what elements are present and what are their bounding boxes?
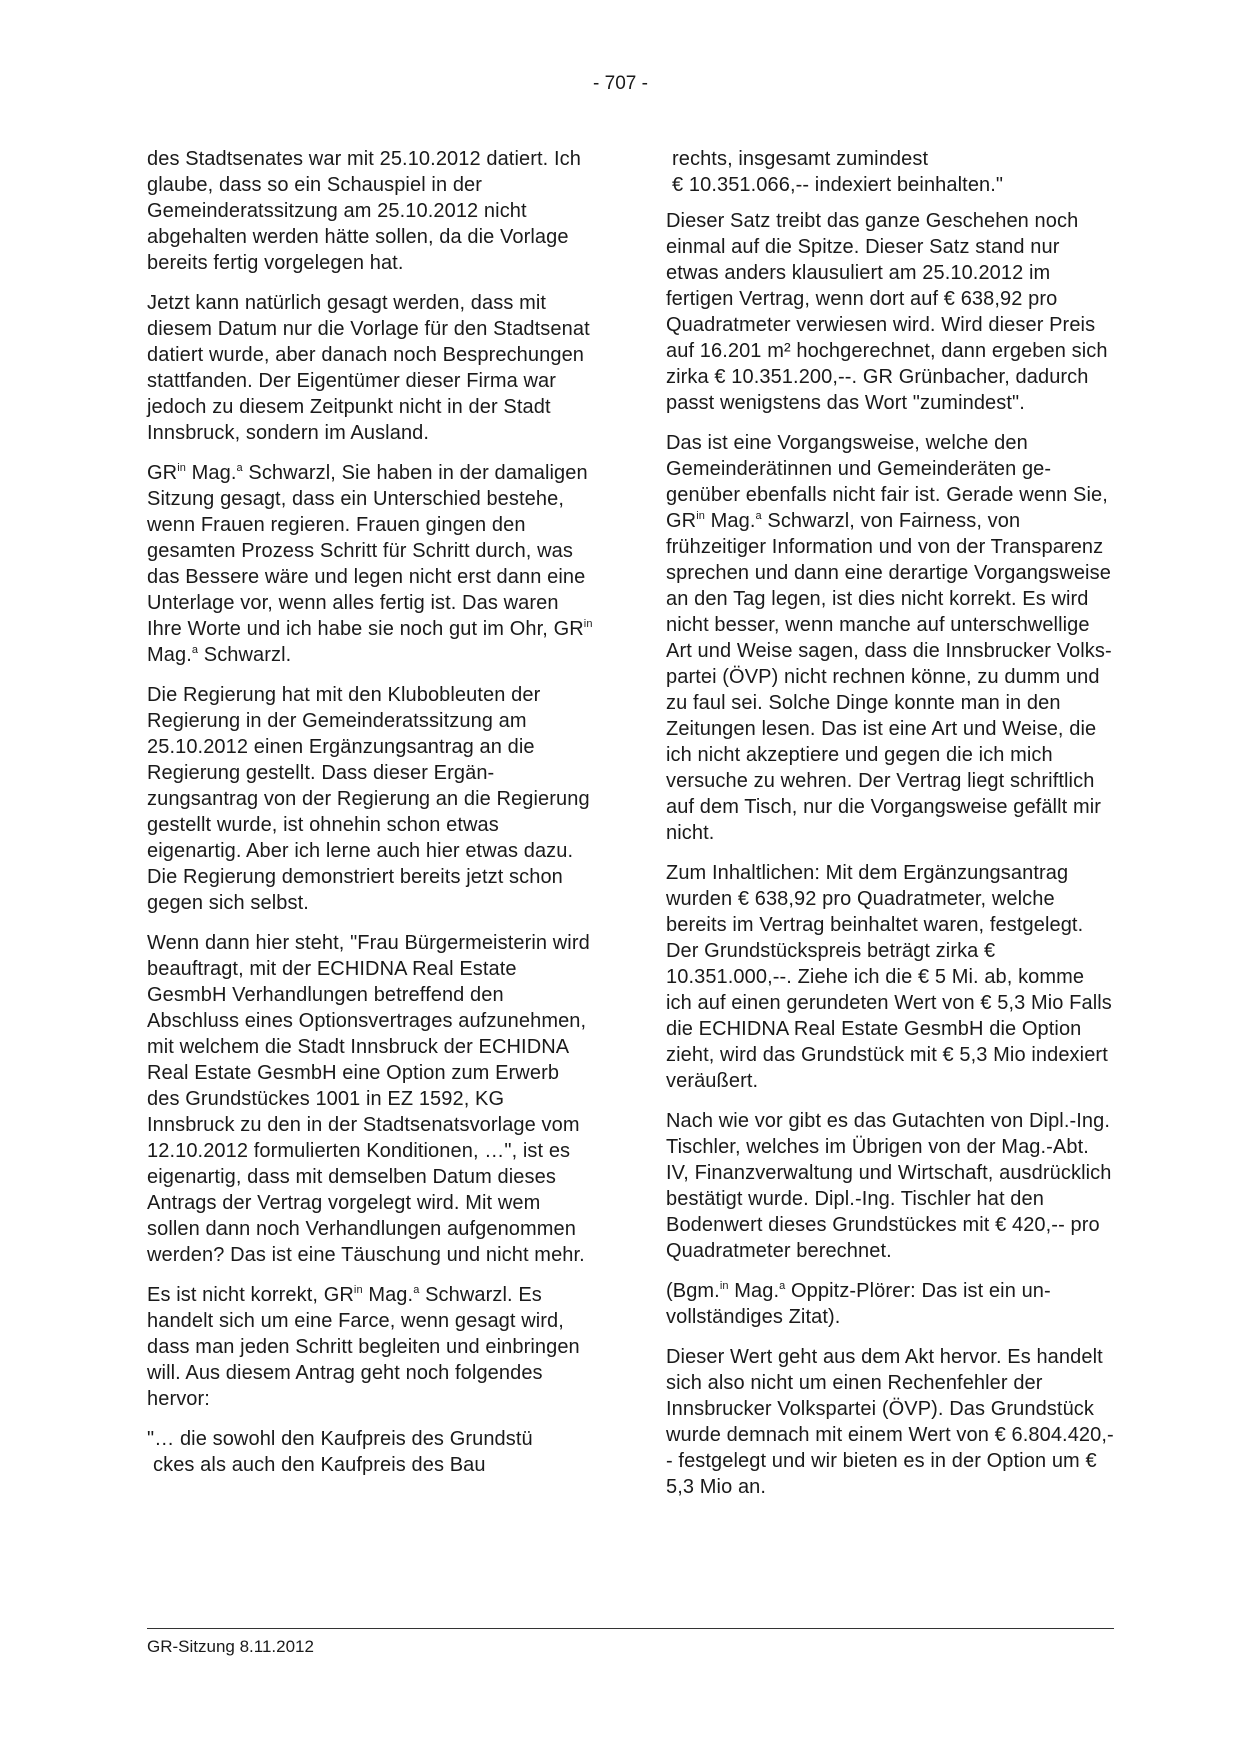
paragraph: Nach wie vor gibt es das Gutachten von Dipl.-Ing. Tischler, welches im Übrigen von der Mag.-Abt. IV, Finanzverwaltung und Wirtschaft, ausdrücklich bestätigt wurde. Dipl.-Ing. Tischler hat den Bodenwert dieses Grundstückes mit € 420,-- pro Quadratmeter berechnet.	[666, 1110, 1112, 1262]
paragraph: Es ist nicht korrekt, $GR^{in}$ Mag.$^a$ Schwarzl. Es handelt sich um eine Farce, wenn gesagt wird, dass man jeden Schritt begleiten und einbringen will. Aus diesem Antrag geht noch folgendes hervor:	[147, 1284, 580, 1410]
interjection: (Bgm.$^{in}$ Mag.$^a$ Oppitz-Plörer: Das ist ein unvollständiges Zitat).	[666, 1280, 1051, 1328]
quote-paragraph: "… die sowohl den Kaufpreis des Grundstü ckes als auch den Kaufpreis des Bau	[147, 1428, 533, 1476]
paragraph: $GR^{in}$ Mag.$^a$ Schwarzl, Sie haben in der damaligen Sitzung gesagt, dass ein Unterschied bestehe, wenn Frauen regieren. Frauen gingen den gesamten Prozess Schritt für Schritt durch, was das Bessere wäre und legen nicht erst dann eine Unterlage vor, wenn alles fertig ist. Das waren Ihre Worte und ich habe sie noch gut im Ohr, $GR^{in}$ Mag.$^a$ Schwarzl.	[147, 462, 593, 666]
page-number: - 707 -	[593, 73, 648, 94]
paragraph: Die Regierung hat mit den Klubobleuten der Regierung in der Gemeinderatssitzung am 25.10.2012 einen Ergänzungsantrag an die Regierung gestellt. Dass dieser Ergänzungsantrag von der Regierung an die Regierung gestellt wurde, ist ohnehin schon etwas eigenartig. Aber ich lerne auch hier etwas dazu. Die Regierung demonstriert bereits jetzt schon gegen sich selbst.	[147, 684, 590, 914]
right-column	[666, 146, 1114, 1514]
paragraph: Jetzt kann natürlich gesagt werden, dass mit diesem Datum nur die Vorlage für den Stadtsenat datiert wurde, aber danach noch Besprechungen stattfanden. Der Eigentümer dieser Firma war jedoch zu diesem Zeitpunkt nicht in der Stadt Innsbruck, sondern im Ausland.	[147, 292, 590, 444]
paragraph: Dieser Satz treibt das ganze Geschehen noch einmal auf die Spitze. Dieser Satz stand nur etwas anders klausuliert am 25.10.2012 im fertigen Vertrag, wenn dort auf € 638,92 pro Quadratmeter verwiesen wird. Wird dieser Preis auf 16.201 m² hochgerechnet, dann ergeben sich zirka € 10.351.200,--. GR Grünbacher, dadurch passt wenigstens das Wort "zumindest".	[666, 210, 1108, 414]
paragraph: des Stadtsenates war mit 25.10.2012 datiert. Ich glaube, dass so ein Schauspiel in der Gemeinderatssitzung am 25.10.2012 nicht abgehalten werden hätte sollen, da die Vorlage bereits fertig vorgelegen hat.	[147, 148, 581, 274]
quote-continuation: rechts, insgesamt zumindest € 10.351.066,-- indexiert beinhalten."	[672, 148, 1004, 196]
footer-session-label: GR-Sitzung 8.11.2012	[147, 1637, 314, 1656]
paragraph: Das ist eine Vorgangsweise, welche den Gemeinderätinnen und Gemeinderäten gegenüber ebenfalls nicht fair ist. Gerade wenn Sie, $GR^{in}$ Mag.$^a$ Schwarzl, von Fairness, von frühzeitiger Information und von der Transparenz sprechen und dann eine derartige Vorgangsweise an den Tag legen, ist dies nicht korrekt. Es wird nicht besser, wenn manche auf unterschwellige Art und Weise sagen, dass die Innsbrucker Volkspartei (ÖVP) nicht rechnen könne, zu dumm und zu faul sei. Solche Dinge konnte man in den Zeitungen lesen. Das ist eine Art und Weise, die ich nicht akzeptiere und gegen die ich mich versuche zu wehren. Der Vertrag liegt schriftlich auf dem Tisch, nur die Vorgangsweise gefällt mir nicht.	[666, 432, 1112, 844]
paragraph: Zum Inhaltlichen: Mit dem Ergänzungsantrag wurden € 638,92 pro Quadratmeter, welche bereits im Vertrag beinhaltet waren, festgelegt. Der Grundstückspreis beträgt zirka € 10.351.000,--. Ziehe ich die € 5 Mi. ab, komme ich auf einen gerundeten Wert von € 5,3 Mio Falls die ECHIDNA Real Estate GesmbH die Option zieht, wird das Grundstück mit € 5,3 Mio indexiert veräußert.	[666, 862, 1112, 1092]
paragraph: Dieser Wert geht aus dem Akt hervor. Es handelt sich also nicht um einen Rechenfehler der Innsbrucker Volkspartei (ÖVP). Das Grundstück wurde demnach mit einem Wert von € 6.804.420,-- festgelegt und wir bieten es in der Option um € 5,3 Mio an.	[666, 1346, 1114, 1498]
paragraph: Wenn dann hier steht, "Frau Bürgermeisterin wird beauftragt, mit der ECHIDNA Real Estate GesmbH Verhandlungen betreffend den Abschluss eines Optionsvertrages aufzunehmen, mit welchem die Stadt Innsbruck der ECHIDNA Real Estate GesmbH eine Option zum Erwerb des Grundstückes 1001 in EZ 1592, KG Innsbruck zu den in der Stadtsenatsvorlage vom 12.10.2012 formulierten Konditionen, …", ist es eigenartig, dass mit demselben Datum dieses Antrags der Vertrag vorgelegt wird. Mit wem sollen dann noch Verhandlungen aufgenommen werden? Das ist eine Täuschung und nicht mehr.	[147, 932, 590, 1266]
footer-divider	[147, 1628, 1114, 1629]
left-column	[147, 146, 595, 1492]
